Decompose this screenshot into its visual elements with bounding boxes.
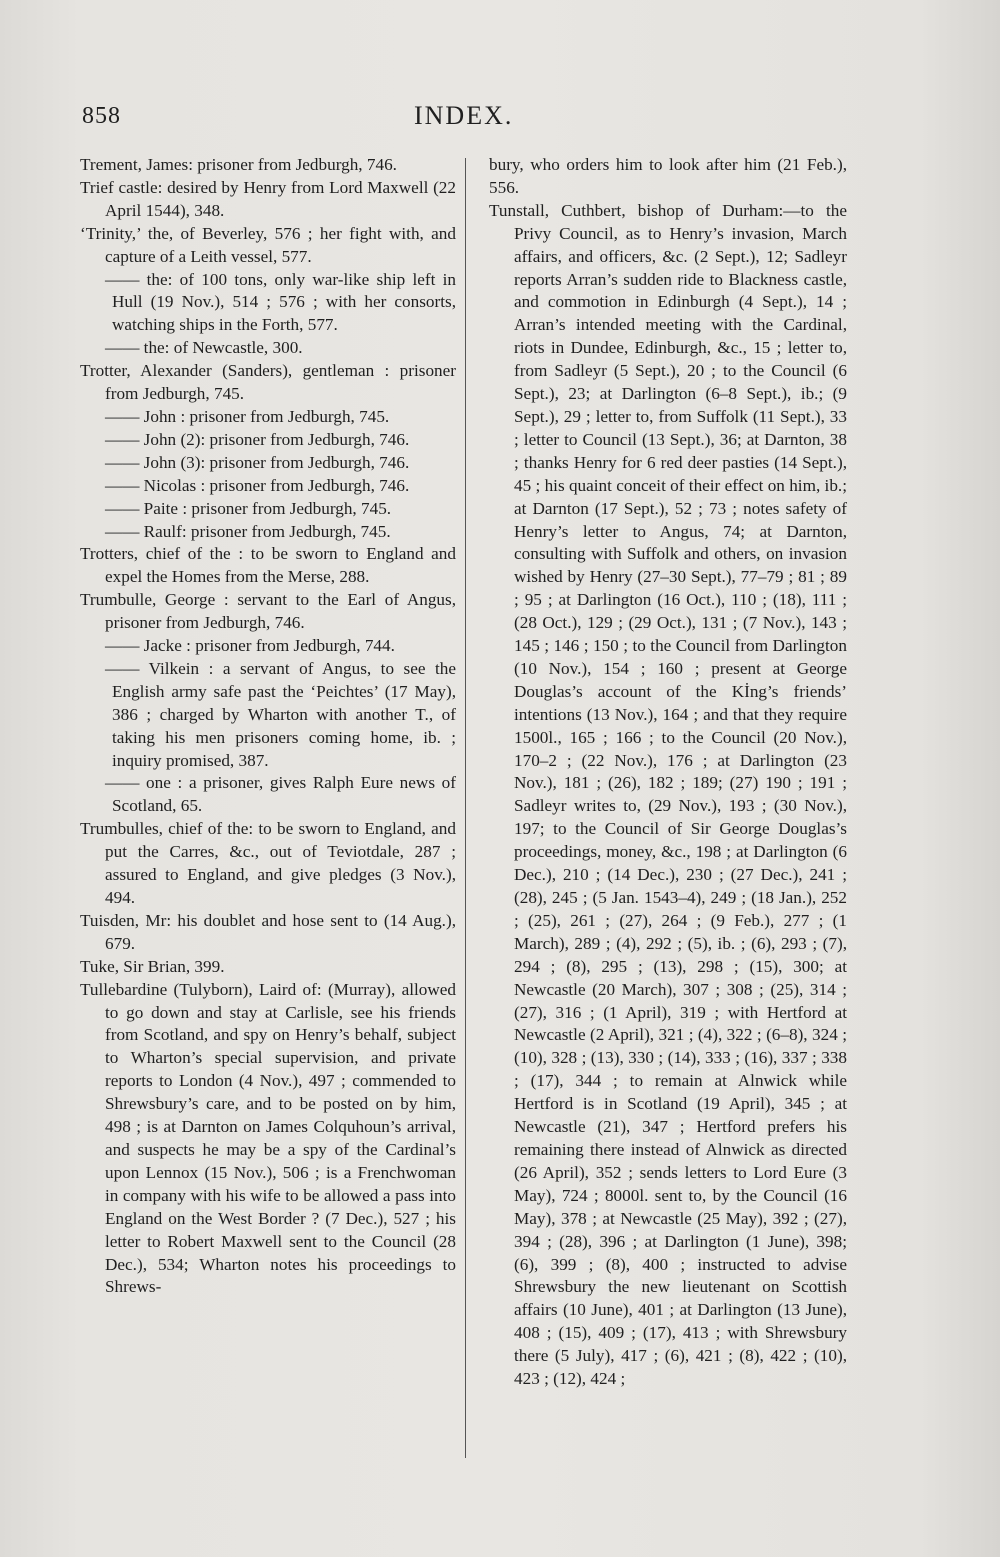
left-column xyxy=(80,154,456,1299)
right-column xyxy=(489,154,847,1391)
column-divider xyxy=(465,158,466,1458)
index-entry: Trumbulle, George : servant to the Earl of Angus, prisoner from Jedburgh, 746. xyxy=(80,590,456,633)
index-subentry: —— John : prisoner from Jedburgh, 745. xyxy=(105,406,390,426)
index-entry: Tullebardine (Tulyborn), Laird of: (Murray), allowed to go down and stay at Carlisle, see his friends from Scotland, and spy on Henry’s behalf, subject to Wharton’s special supervision, and private reports to London (4 Nov.), 497 ; commended to Shrewsbury’s care, and to be posted on by him, 498 ; is at Darnton on James Colquhoun’s arrival, and suspects he may be a spy of the Cardinal’s upon Lennox (15 Nov.), 506 ; is a Frenchwoman in company with his wife to be allowed a pass into England on the West Border ? (7 Dec.), 527 ; his letter to Robert Maxwell sent to the Council (28 Dec.), 534; Wharton notes his proceedings to Shrews- xyxy=(80,979,456,1297)
index-subentry: —— the: of Newcastle, 300. xyxy=(105,338,303,358)
index-entry: Trief castle: desired by Henry from Lord Maxwell (22 April 1544), 348. xyxy=(80,177,456,220)
index-subentry: —— Paite : prisoner from Jedburgh, 745. xyxy=(105,498,392,518)
index-entry: Trement, James: prisoner from Jedburgh, 746. xyxy=(80,155,397,174)
index-subentry: —— John (2): prisoner from Jedburgh, 746. xyxy=(105,429,410,449)
index-entry: ‘Trinity,’ the, of Beverley, 576 ; her fight with, and capture of a Leith vessel, 577. xyxy=(80,223,456,266)
index-subentry: —— Jacke : prisoner from Jedburgh, 744. xyxy=(105,636,395,656)
index-entry: Tuke, Sir Brian, 399. xyxy=(80,956,225,976)
index-entry: Tunstall, Cuthbert, bishop of Durham:—to the Privy Council, as to Henry’s invasion, March affairs, and officers, &c. (2 Sept.), 12; Sadleyr reports Arran’s sudden ride to Blackness castle, and commotion in Edinburgh (4 Sept.), 14 ; Arran’s intended meeting with the Cardinal, riots in Dundee, Edinburgh, &c., 15 ; letter to, from Sadleyr (5 Sept.), 20 ; to the Council (6 Sept.), 23; at Darlington (6–8 Sept.), ib.; (9 Sept.), 29 ; letter to, from Suffolk (11 Sept.), 33 ; letter to Council (13 Sept.), 36; at Darnton, 38 ; thanks Henry for 6 red deer pasties (14 Sept.), 45 ; his quaint conceit of their effect on him, ib.; at Darnton (17 Sept.), 52 ; 73 ; notes safety of Henry’s letter to Angus, 74; at Darnton, consulting with Suffolk and others, on invasion wished by Henry (27–30 Sept.), 77–79 ; 81 ; 89 ; 95 ; at Darlington (16 Oct.), 110 ; (18), 111 ; (28 Oct.), 129 ; (29 Oct.), 131 ; (7 Nov.), 143 ; 145 ; 146 ; 150 ; to the Council from Darlington (10 Nov.), 154 ; 160 ; present at George Douglas’s account of the Kİng’s friends’ intentions (13 Nov.), 164 ; and that they require 1500l., 165 ; 166 ; to the Council (20 Nov.), 170–2 ; (22 Nov.), 176 ; at Darlington (23 Nov.), 181 ; (26), 182 ; 189; (27) 190 ; 191 ; Sadleyr writes to, (29 Nov.), 193 ; (30 Nov.), 197; to the Council of Sir George Douglas’s proceedings, money, &c., 198 ; at Darlington (6 Dec.), 210 ; (14 Dec.), 230 ; (27 Dec.), 241 ; (28), 245 ; (5 Jan. 1543–4), 249 ; (18 Jan.), 252 ; (25), 261 ; (27), 264 ; (9 Feb.), 277 ; (1 March), 289 ; (4), 292 ; (5), ib. ; (6), 293 ; (7), 294 ; (8), 295 ; (13), 298 ; (15), 300; at Newcastle (20 March), 307 ; 308 ; (25), 314 ; (27), 316 ; (1 April), 319 ; with Hertford at Newcastle (2 April), 321 ; (4), 322 ; (6–8), 324 ; (10), 328 ; (13), 330 ; (14), 333 ; (16), 337 ; 338 ; (17), 344 ; to remain at Alnwick while Hertford is in Scotland (19 April), 345 ; at Newcastle (21), 347 ; Hertford prefers his remaining there instead of Alnwick as directed (26 April), 352 ; sends letters to Lord Eure (3 May), 724 ; 8000l. sent to, by the Council (16 May), 378 ; at Newcastle (25 May), 392 ; (27), 394 ; (28), 396 ; at Darlington (1 June), 398; (6), 399 ; (8), 400 ; instructed to advise Shrewsbury the new lieutenant on Scottish affairs (10 June), 401 ; at Darlington (13 June), 408 ; (15), 409 ; (17), 413 ; with Shrewsbury there (5 July), 417 ; (6), 421 ; (8), 422 ; (10), 423 ; (12), 424 ; xyxy=(489,200,847,1389)
index-entry: Trotters, chief of the : to be sworn to England and expel the Homes from the Merse, 288. xyxy=(80,544,456,587)
page-title: INDEX. xyxy=(414,101,514,130)
index-subentry: —— one : a prisoner, gives Ralph Eure news of Scotland, 65. xyxy=(105,773,456,816)
index-subentry: —— Nicolas : prisoner from Jedburgh, 746. xyxy=(105,475,410,495)
index-subentry: —— John (3): prisoner from Jedburgh, 746. xyxy=(105,452,410,472)
index-entry: Trumbulles, chief of the: to be sworn to England, and put the Carres, &c., out of Teviotdale, 287 ; assured to England, and give pledges (3 Nov.), 494. xyxy=(80,819,456,907)
index-subentry: —— Raulf: prisoner from Jedburgh, 745. xyxy=(105,521,391,541)
index-entry: Trotter, Alexander (Sanders), gentleman : prisoner from Jedburgh, 745. xyxy=(80,361,456,404)
index-entry: Tuisden, Mr: his doublet and hose sent to (14 Aug.), 679. xyxy=(80,910,456,953)
index-subentry: —— the: of 100 tons, only war-like ship left in Hull (19 Nov.), 514 ; 576 ; with her consorts, watching ships in the Forth, 577. xyxy=(105,269,456,335)
index-subentry: —— Vilkein : a servant of Angus, to see the English army safe past the ‘Peichtes’ (17 May), 386 ; charged by Wharton with another T., of taking his men prisoners coming home, ib. ; inquiry promised, 387. xyxy=(105,658,456,770)
page-number: 858 xyxy=(82,103,121,129)
index-entry: bury, who orders him to look after him (21 Feb.), 556. xyxy=(489,155,847,197)
